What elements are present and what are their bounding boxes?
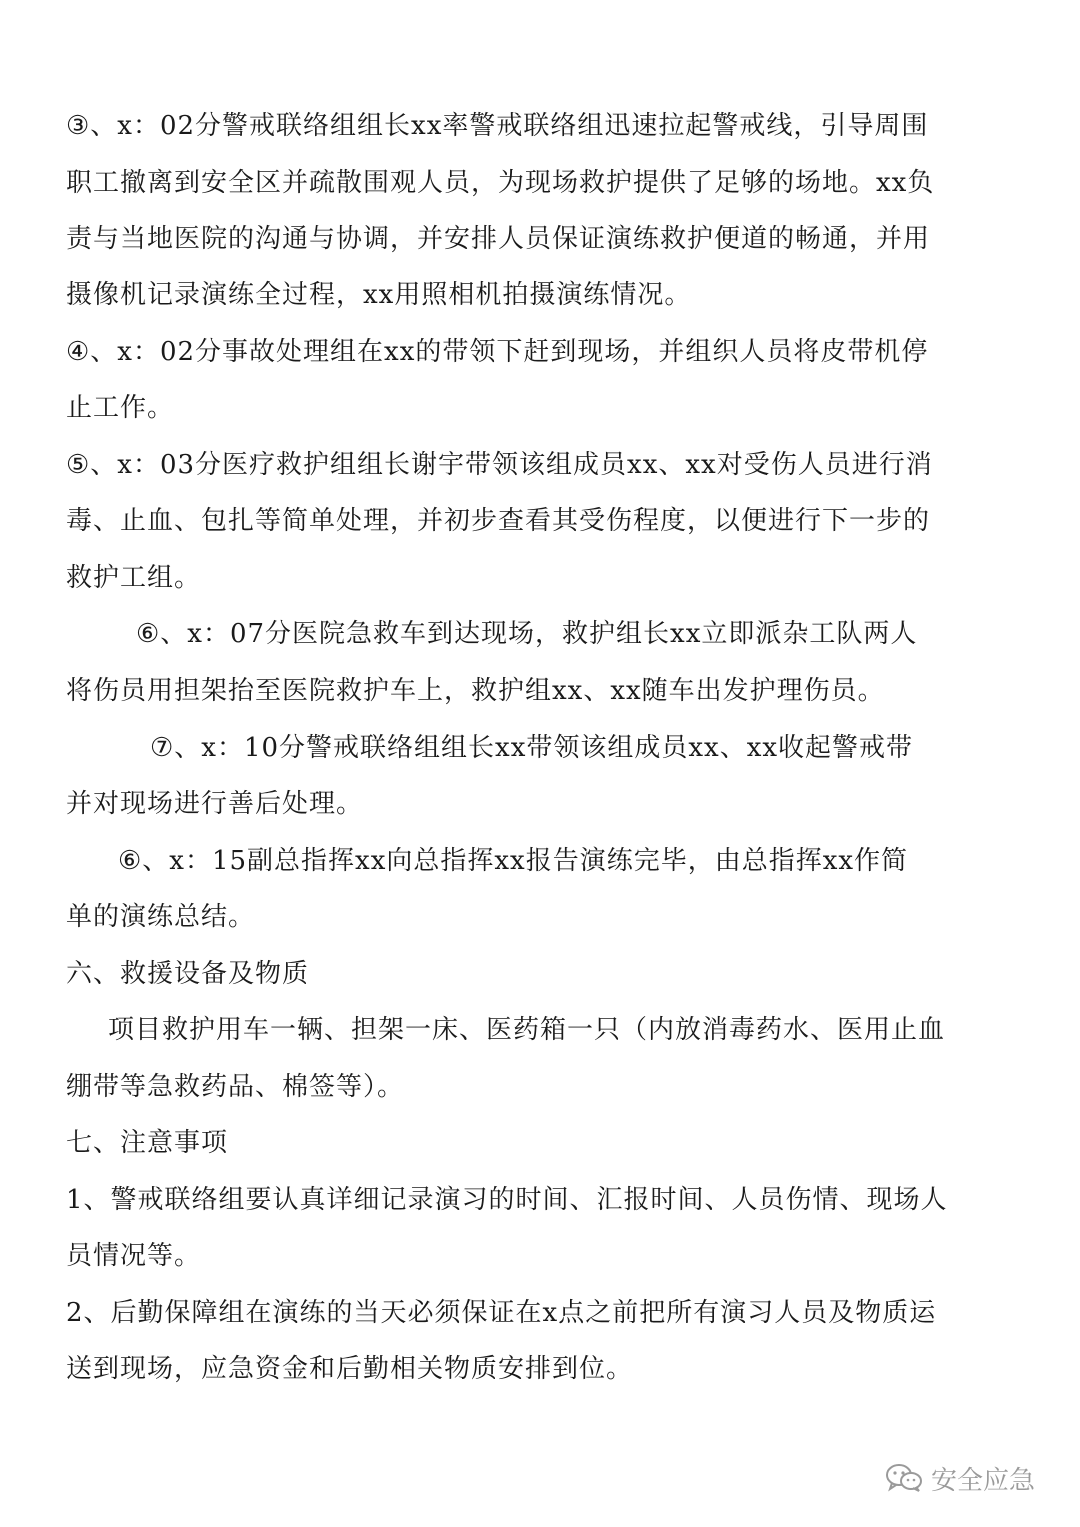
note-1-line-2: 员情况等。 (66, 1241, 202, 1271)
paragraph-7-line-1: ⑦、x：10分警戒联络组组长xx带领该组成员xx、xx收起警戒带 (150, 733, 914, 763)
paragraph-3-line-1: ③、x：02分警戒联络组组长xx率警戒联络组迅速拉起警戒线，引导周围 (66, 111, 929, 141)
paragraph-3-line-3: 责与当地医院的沟通与协调，并安排人员保证演练救护便道的畅通，并用 (66, 224, 931, 254)
paragraph-6-line-2: 将伤员用担架抬至医院救护车上，救护组xx、xx随车出发护理伤员。 (66, 676, 885, 706)
paragraph-5-line-3: 救护工组。 (66, 563, 202, 593)
paragraph-8-line-1: ⑥、x：15副总指挥xx向总指挥xx报告演练完毕，由总指挥xx作简 (118, 846, 909, 876)
section-heading-notes: 七、注意事项 (66, 1128, 229, 1158)
paragraph-3-line-4: 摄像机记录演练全过程，xx用照相机拍摄演练情况。 (66, 280, 692, 310)
paragraph-7-line-2: 并对现场进行善后处理。 (66, 789, 364, 819)
paragraph-5-line-1: ⑤、x：03分医疗救护组组长谢宇带领该组成员xx、xx对受伤人员进行消 (66, 450, 933, 480)
note-2-line-1: 2、后勤保障组在演练的当天必须保证在x点之前把所有演习人员及物质运 (66, 1298, 937, 1328)
paragraph-5-line-2: 毒、止血、包扎等简单处理，并初步查看其受伤程度，以便进行下一步的 (66, 506, 931, 536)
paragraph-4-line-1: ④、x：02分事故处理组在xx的带领下赶到现场，并组织人员将皮带机停 (66, 337, 929, 367)
paragraph-3-line-2: 职工撤离到安全区并疏散围观人员，为现场救护提供了足够的场地。xx负 (66, 168, 935, 198)
note-2-line-2: 送到现场，应急资金和后勤相关物质安排到位。 (66, 1354, 634, 1384)
paragraph-8-line-2: 单的演练总结。 (66, 902, 256, 932)
wechat-icon (885, 1463, 923, 1493)
paragraph-6-line-1: ⑥、x：07分医院急救车到达现场，救护组长xx立即派杂工队两人 (136, 619, 918, 649)
watermark (885, 1456, 1055, 1500)
equipment-line-1: 项目救护用车一辆、担架一床、医药箱一只（内放消毒药水、医用止血 (108, 1015, 946, 1045)
paragraph-4-line-2: 止工作。 (66, 393, 175, 423)
section-heading-equipment: 六、救援设备及物质 (66, 959, 310, 989)
equipment-line-2: 绷带等急救药品、棉签等）。 (66, 1072, 405, 1102)
watermark-text: 安全应急 (931, 1465, 1036, 1496)
note-1-line-1: 1、警戒联络组要认真详细记录演习的时间、汇报时间、人员伤情、现场人 (66, 1185, 948, 1215)
